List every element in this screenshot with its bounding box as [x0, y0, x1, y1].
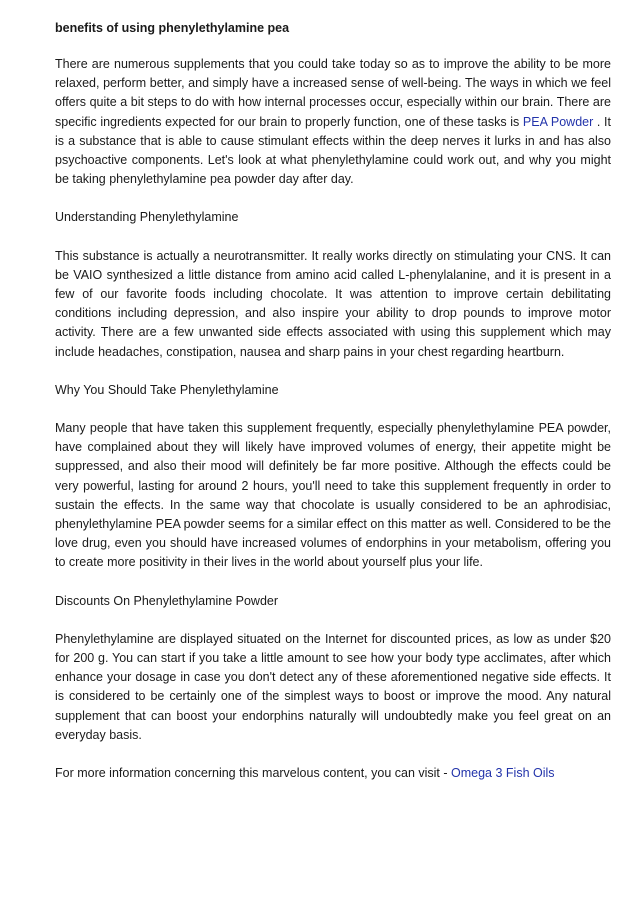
intro-text-2: . It is a substance that is able to cause stimulant effects within the deep nerves it lurks in and has also psychoactive components. Let's look at what phenylethylamine could work out, and why you might be taking phenylethylamine pea powder day after day.	[55, 114, 611, 187]
section-body-discounts: Phenylethylamine are displayed situated on the Internet for discounted prices, as low as under $20 for 200 g. You can start if you take a little amount to see how your body type acclimates, after which enhance your dosage in case you don't detect any of these aforementioned negative side effects. It is considered to be certainly one of the simplest ways to boost or improve the mood. Any natural supplement that can boost your endorphins naturally will undoubtedly make you feel great on an everyday basis.	[55, 631, 611, 742]
document-title: benefits of using phenylethylamine pea	[55, 21, 290, 35]
omega-3-fish-oils-link[interactable]: Omega 3 Fish Oils	[451, 766, 555, 781]
closing-text: For more information concerning this marvelous content, you can visit -	[55, 766, 452, 781]
closing-paragraph	[55, 764, 611, 783]
section-body-why: Many people that have taken this supplement frequently, especially phenylethylamine PEA powder, have complained about they will likely have improved volumes of energy, their appetite might be suppressed, and also their mood will definitely be far more positive. Although the effects could be very powerful, lasting for around 2 hours, you'll need to take this supplement frequently in order to sustain the effects. In the same way that chocolate is usually considered to be an aphrodisiac, phenylethylamine PEA powder seems for a similar effect on this matter as well. Considered to be the love drug, even you should have increased volumes of endorphins in your metabolism, offering you to create more positivity in their lives in the world about yourself plus your life.	[55, 421, 611, 570]
intro-text-1: There are numerous supplements that you could take today so as to improve the ability to be more relaxed, perform better, and simply have a increased sense of well-being. The ways in which we feel offers quite a bit steps to do with how internal processes occur, especially within our brain. There are specific ingredients expected for our brain to properly function, one of these tasks is	[55, 57, 611, 129]
section-heading-discounts: Discounts On Phenylethylamine Powder	[55, 593, 279, 608]
document-page	[55, 20, 611, 783]
section-body-understanding: This substance is actually a neurotransmitter. It really works directly on stimulating your CNS. It can be VAIO synthesized a little distance from amino acid called L-phenylalanine, and it is present in a few of our favorite foods including chocolate. It was attention to improve certain debilitating conditions including depression, and also inspire your ability to drop pounds to improve motor activity. There are a few unwanted side effects associated with using this supplement which may include headaches, constipation, nausea and sharp pains in your chest regarding heartburn.	[55, 248, 611, 359]
intro-paragraph	[55, 55, 611, 189]
section-heading-why: Why You Should Take Phenylethylamine	[55, 382, 279, 397]
section-heading-understanding: Understanding Phenylethylamine	[55, 210, 239, 225]
pea-powder-link[interactable]: PEA Powder	[522, 114, 594, 129]
